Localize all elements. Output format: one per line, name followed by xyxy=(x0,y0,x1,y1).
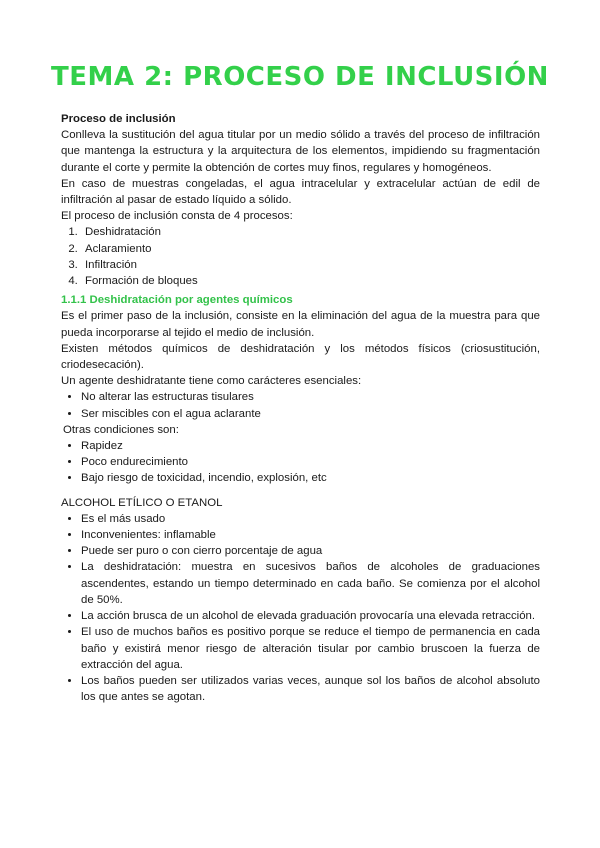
sub-paragraph: Es el primer paso de la inclusión, consiste en la eliminación del agua de la muestra para que pueda incorporarse al tejido el medio de inclusión. xyxy=(61,310,540,339)
document-body xyxy=(61,111,540,705)
process-list xyxy=(61,224,540,289)
intro-paragraph: El proceso de inclusión consta de 4 procesos: xyxy=(61,210,293,223)
list-item: 1. Deshidratación xyxy=(81,224,540,240)
list-item: • Bajo riesgo de toxicidad, incendio, explosión, etc xyxy=(81,470,540,486)
list-item: • Poco endurecimiento xyxy=(81,454,540,470)
section-heading: Proceso de inclusión xyxy=(61,113,176,125)
list-item: • El uso de muchos baños es positivo porque se reduce el tiempo de permanencia en cada baño y existirá menor riesgo de alteración tisular por cambio bruscoen la fuerza de extracción del agua. xyxy=(81,624,540,673)
sub-paragraph: Existen métodos químicos de deshidratación y los métodos físicos (criosustitución, criodesecación). xyxy=(61,342,540,372)
list-item: • Inconvenientes: inflamable xyxy=(81,527,540,543)
list-item: • No alterar las estructuras tisulares xyxy=(81,389,540,405)
alcohol-heading: ALCOHOL ETÍLICO O ETANOL xyxy=(61,496,223,509)
list-item: 3. Infiltración xyxy=(81,257,540,273)
subsection-heading: 1.1.1 Deshidratación por agentes químicos xyxy=(61,294,293,307)
list-item: • La acción brusca de un alcohol de elevada graduación provocaría una elevada retracción. xyxy=(81,608,540,624)
other-conditions-label: Otras condiciones son: xyxy=(63,423,179,436)
essential-characters-list xyxy=(61,389,540,421)
list-item: • Puede ser puro o con cierro porcentaje de agua xyxy=(81,543,540,559)
page-title: TEMA 2: PROCESO DE INCLUSIÓN xyxy=(51,62,549,92)
list-item: • Es el más usado xyxy=(81,511,540,527)
list-item: • Los baños pueden ser utilizados varias veces, aunque sol los baños de alcohol absoluto los que antes se agotan. xyxy=(81,673,540,705)
list-item: 2. Aclaramiento xyxy=(81,241,540,257)
list-item: 4. Formación de bloques xyxy=(81,273,540,289)
list-item: • La deshidratación: muestra en sucesivos baños de alcoholes de graduaciones ascendentes, estando un tiempo determinado en cada baño. Se comienza por el alcohol de 50%. xyxy=(81,559,540,608)
sub-paragraph: Un agente deshidratante tiene como carácteres esenciales: xyxy=(61,375,362,388)
intro-paragraph: Conlleva la sustitución del agua titular por un medio sólido a través del proceso de infiltración que mantenga la estructura y la arquitectura de los elementos, impidiendo su fragmentación durante el corte y permite la obtención de cortes muy finos, regulares y homogéneos. xyxy=(61,129,540,174)
alcohol-list xyxy=(61,511,540,705)
list-item: • Ser miscibles con el agua aclarante xyxy=(81,406,540,422)
intro-paragraph: En caso de muestras congeladas, el agua intracelular y extracelular actúan de edil de infiltración al pasar de estado líquido a sólido. xyxy=(61,177,540,207)
other-conditions-list xyxy=(61,438,540,487)
list-item: • Rapidez xyxy=(81,438,540,454)
